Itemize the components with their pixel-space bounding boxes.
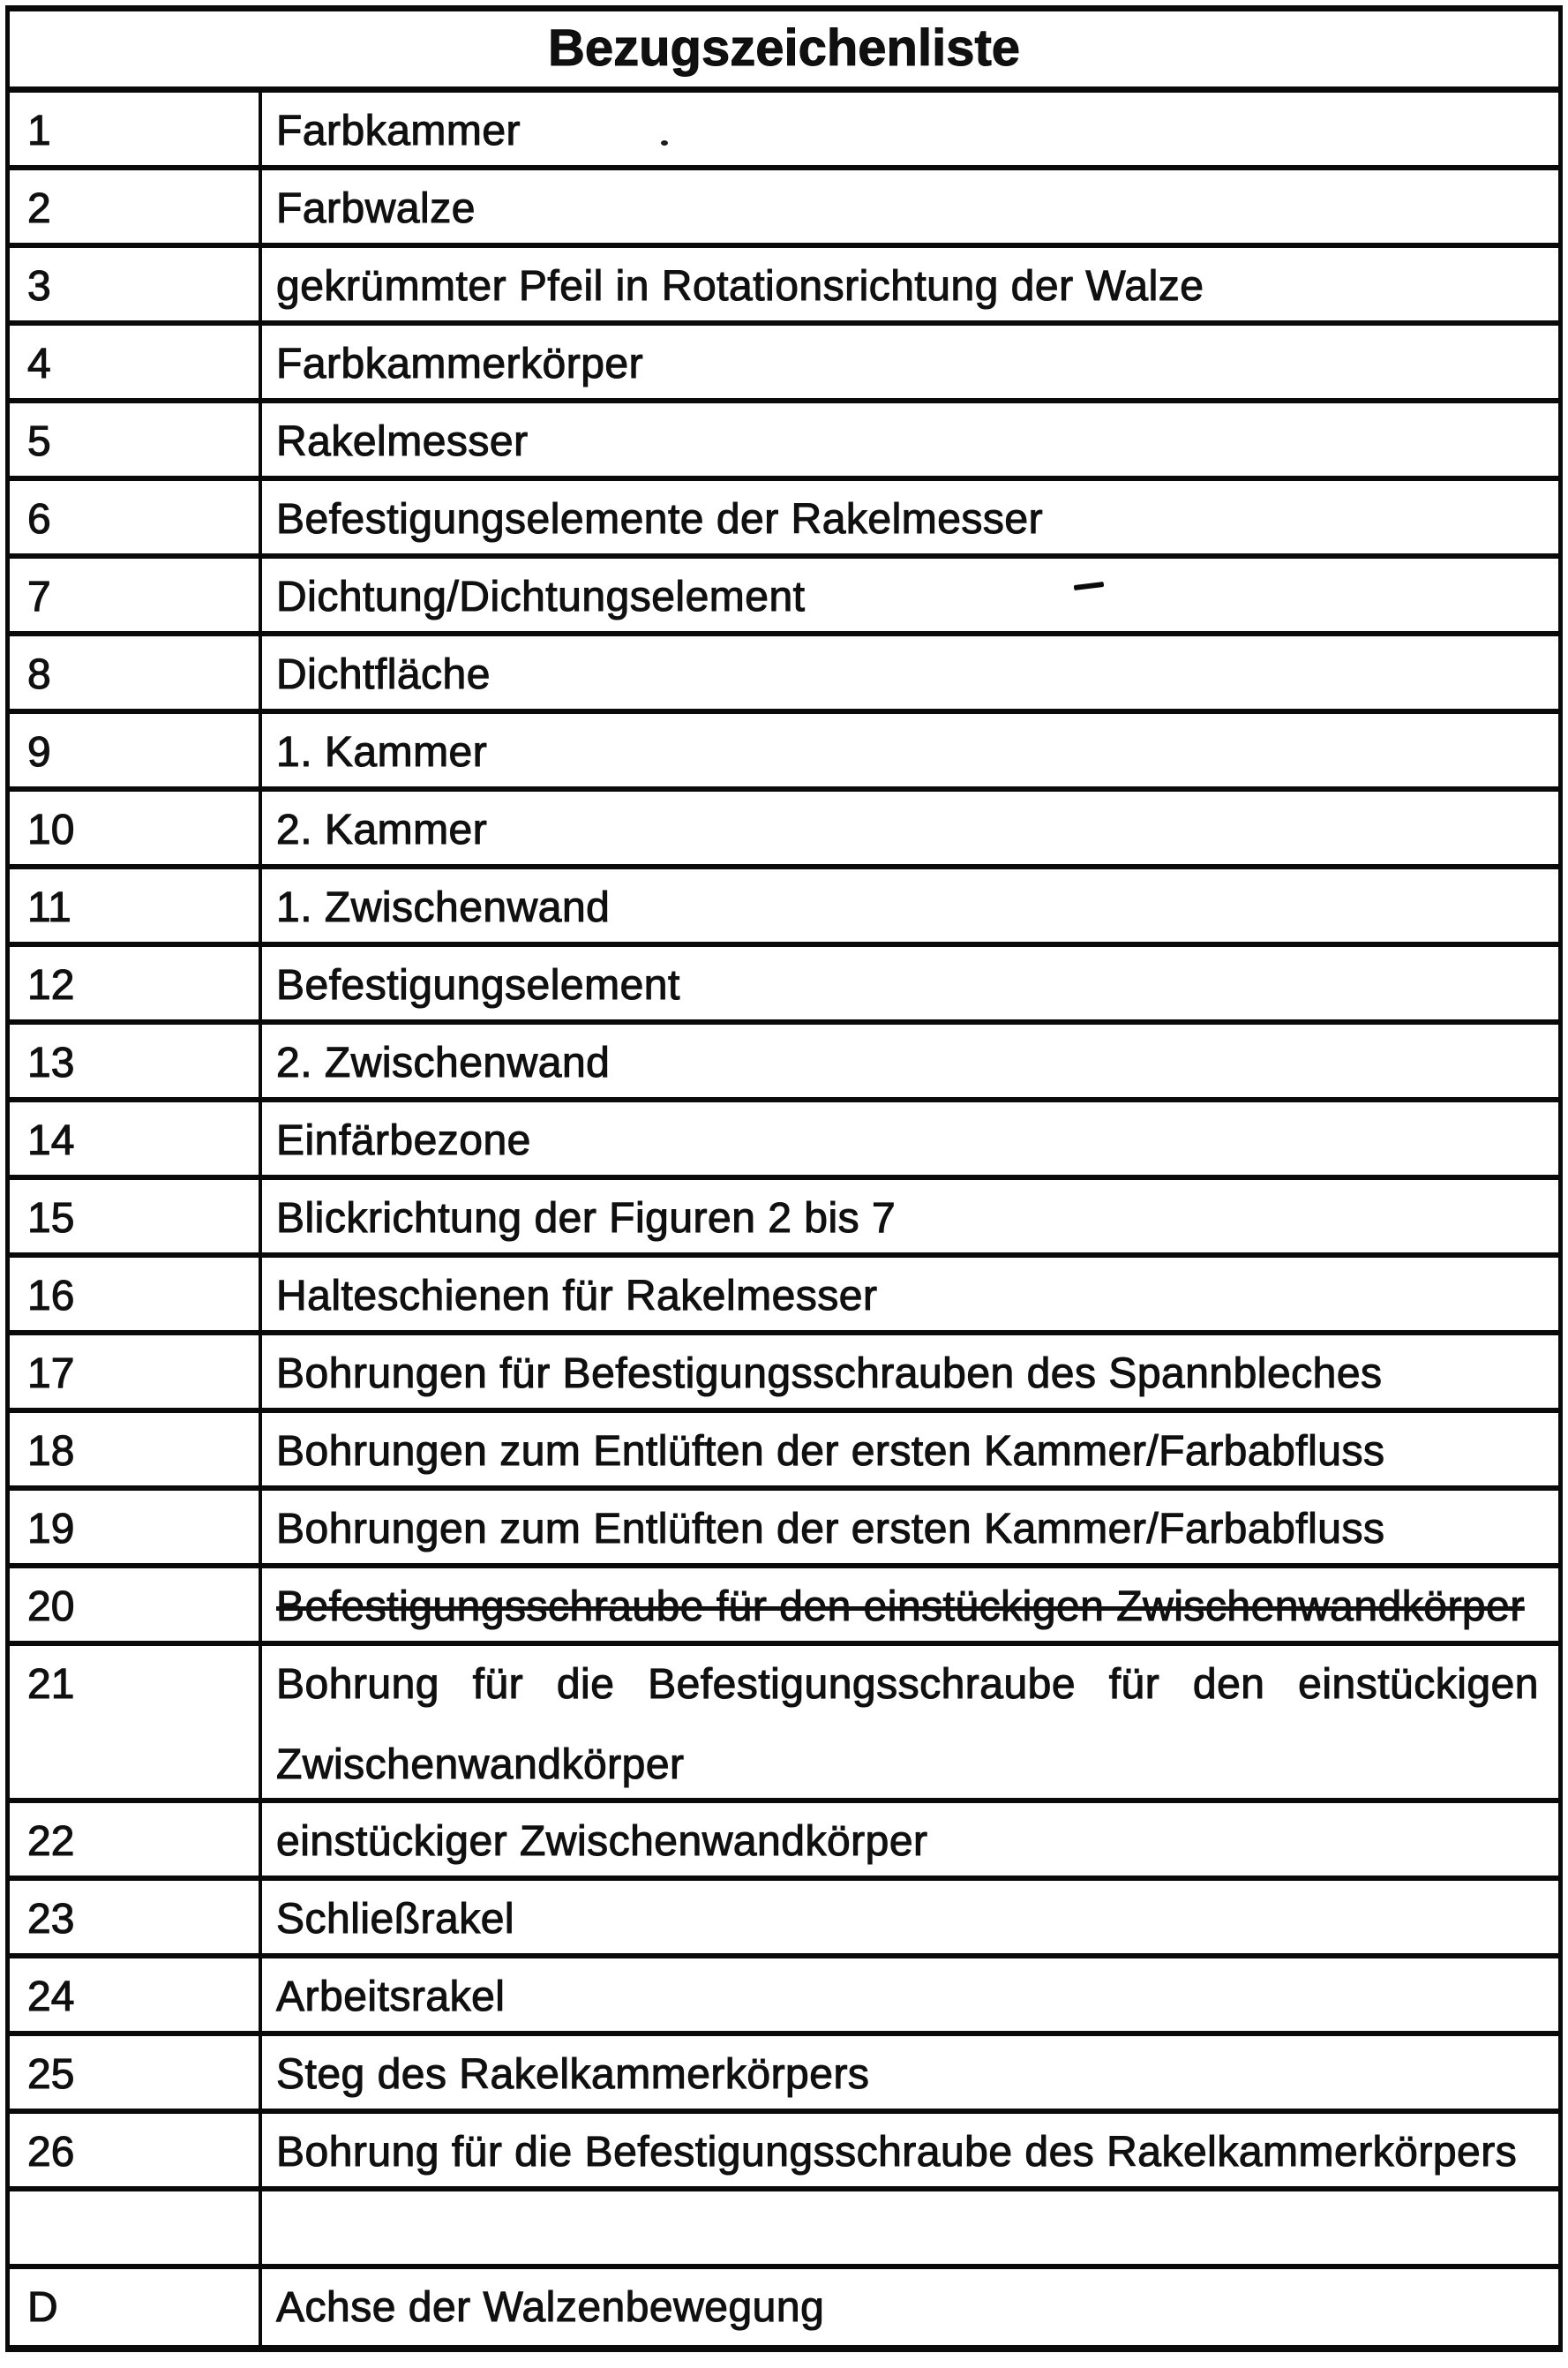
ref-label-strikethrough: Befestigungsschraube für den einstückigen Zwischenwandkörper bbox=[276, 1583, 1525, 1630]
table-row bbox=[10, 1413, 1558, 1491]
ref-label: Steg des Rakelkammerkörpers bbox=[276, 2051, 870, 2098]
table-row bbox=[10, 248, 1558, 326]
ref-number-cell: 9 bbox=[10, 714, 262, 786]
ref-label: gekrümmter Pfeil in Rotationsrichtung der Walze bbox=[276, 263, 1204, 310]
table-row bbox=[10, 947, 1558, 1025]
ref-number-cell: 19 bbox=[10, 1491, 262, 1563]
ref-label: 2. Zwischenwand bbox=[276, 1040, 611, 1086]
ref-label-cell bbox=[262, 93, 1558, 165]
ref-number-cell: 24 bbox=[10, 1958, 262, 2031]
scan-dot-artifact bbox=[661, 140, 668, 146]
ref-number-cell: 6 bbox=[10, 481, 262, 553]
ref-label: Halteschienen für Rakelmesser bbox=[276, 1273, 878, 1319]
ref-number-cell: 23 bbox=[10, 1881, 262, 1953]
ref-label-cell bbox=[262, 326, 1558, 398]
ref-label: Einfärbezone bbox=[276, 1117, 531, 1164]
ref-label-cell bbox=[262, 947, 1558, 1019]
ref-label-cell bbox=[262, 559, 1558, 631]
ref-label: Farbwalze bbox=[276, 185, 476, 232]
table-row bbox=[10, 93, 1558, 170]
table-row bbox=[10, 1025, 1558, 1102]
table-row bbox=[10, 869, 1558, 947]
ref-number-cell: 5 bbox=[10, 403, 262, 476]
ref-number-cell: 2 bbox=[10, 170, 262, 243]
ref-label: einstückiger Zwischenwandkörper bbox=[276, 1818, 928, 1865]
ref-number-cell: 7 bbox=[10, 559, 262, 631]
ref-number-cell: 4 bbox=[10, 326, 262, 398]
ref-label: Befestigungselement bbox=[276, 962, 680, 1009]
table-row bbox=[10, 1491, 1558, 1568]
ref-number-cell: 21 bbox=[10, 1646, 262, 1798]
table-row-struck bbox=[10, 1568, 1558, 1646]
ref-label-cell bbox=[262, 714, 1558, 786]
ref-label-cell bbox=[262, 403, 1558, 476]
ref-label: 1. Kammer bbox=[276, 729, 488, 776]
ref-label: 1. Zwischenwand bbox=[276, 884, 611, 931]
ref-label-cell bbox=[262, 2114, 1558, 2186]
table-row bbox=[10, 1958, 1558, 2036]
table-row bbox=[10, 326, 1558, 403]
ref-number-cell: 8 bbox=[10, 636, 262, 709]
table-row bbox=[10, 1803, 1558, 1881]
ref-number-cell: 3 bbox=[10, 248, 262, 320]
ref-label-cell bbox=[262, 1958, 1558, 2031]
ref-label-cell bbox=[262, 1102, 1558, 1175]
ref-label: Bohrungen zum Entlüften der ersten Kammer/Farbabfluss bbox=[276, 1428, 1385, 1475]
ref-label-cell bbox=[262, 481, 1558, 553]
ref-number-cell: 20 bbox=[10, 1568, 262, 1641]
ref-number-cell: 26 bbox=[10, 2114, 262, 2186]
ref-label: Bohrung für die Befestigungsschraube des Rakelkammerkörpers bbox=[276, 2129, 1518, 2176]
ref-number-cell: 11 bbox=[10, 869, 262, 942]
ref-label: Achse der Walzenbewegung bbox=[276, 2284, 825, 2331]
ref-number-cell: 16 bbox=[10, 1258, 262, 1330]
ref-label-cell bbox=[262, 1803, 1558, 1876]
ref-label-cell bbox=[262, 248, 1558, 320]
ref-label-cell bbox=[262, 1335, 1558, 1408]
ref-label: Farbkammerkörper bbox=[276, 341, 644, 387]
table-row bbox=[10, 481, 1558, 559]
table-row bbox=[10, 1258, 1558, 1335]
table-row bbox=[10, 1335, 1558, 1413]
ref-label: Farbkammer bbox=[276, 108, 521, 154]
ref-number-cell: 18 bbox=[10, 1413, 262, 1485]
ref-number-cell: 13 bbox=[10, 1025, 262, 1097]
ref-label: Dichtung/Dichtungselement bbox=[276, 574, 806, 620]
ref-label-line2: Zwischenwandkörper bbox=[276, 1741, 685, 1788]
ref-label-line1: Bohrung für die Befestigungsschraube für den einstückigen bbox=[276, 1661, 1539, 1708]
ref-label-cell bbox=[262, 1180, 1558, 1252]
ref-label-cell bbox=[262, 1568, 1558, 1641]
ref-number-cell: 14 bbox=[10, 1102, 262, 1175]
ref-number-cell bbox=[10, 2191, 262, 2264]
ref-label: Bohrungen für Befestigungsschrauben des Spannbleches bbox=[276, 1350, 1383, 1397]
ref-label-cell bbox=[262, 1025, 1558, 1097]
ref-number-cell: 17 bbox=[10, 1335, 262, 1408]
table-row bbox=[10, 2036, 1558, 2114]
table-row bbox=[10, 403, 1558, 481]
ref-label-cell bbox=[262, 2191, 1558, 2264]
table-row bbox=[10, 792, 1558, 869]
ref-label-cell bbox=[262, 1646, 1558, 1798]
ref-label-cell bbox=[262, 636, 1558, 709]
ref-number-cell: 15 bbox=[10, 1180, 262, 1252]
ref-label-cell bbox=[262, 1413, 1558, 1485]
reference-sign-table bbox=[5, 5, 1563, 2352]
ref-label-cell bbox=[262, 170, 1558, 243]
ref-label-cell bbox=[262, 2269, 1558, 2345]
ref-number-cell: 25 bbox=[10, 2036, 262, 2109]
table-row-two-line bbox=[10, 1646, 1558, 1803]
ref-label-cell bbox=[262, 792, 1558, 864]
table-row bbox=[10, 559, 1558, 636]
ref-number-cell: 10 bbox=[10, 792, 262, 864]
table-row bbox=[10, 2269, 1558, 2345]
page-title: Bezugszeichenliste bbox=[547, 19, 1021, 77]
ref-label: Rakelmesser bbox=[276, 418, 529, 465]
ref-label-cell bbox=[262, 1491, 1558, 1563]
table-row bbox=[10, 1180, 1558, 1258]
ref-number-cell: 12 bbox=[10, 947, 262, 1019]
table-row bbox=[10, 714, 1558, 792]
ref-number-cell: 1 bbox=[10, 93, 262, 165]
stray-dash-mark bbox=[1074, 582, 1104, 590]
ref-label: Bohrungen zum Entlüften der ersten Kammer/Farbabfluss bbox=[276, 1506, 1385, 1552]
ref-label: Befestigungselemente der Rakelmesser bbox=[276, 496, 1044, 543]
table-row bbox=[10, 2114, 1558, 2191]
table-row bbox=[10, 1102, 1558, 1180]
table-row bbox=[10, 170, 1558, 248]
ref-label-cell bbox=[262, 1258, 1558, 1330]
ref-label: Dichtfläche bbox=[276, 651, 491, 698]
ref-label-cell bbox=[262, 1881, 1558, 1953]
table-row bbox=[10, 1881, 1558, 1958]
table-row bbox=[10, 636, 1558, 714]
table-row-empty bbox=[10, 2191, 1558, 2269]
ref-number-cell: 22 bbox=[10, 1803, 262, 1876]
table-title-row bbox=[10, 11, 1558, 93]
ref-label-cell bbox=[262, 869, 1558, 942]
ref-label: 2. Kammer bbox=[276, 807, 488, 853]
ref-label: Arbeitsrakel bbox=[276, 1973, 506, 2020]
ref-label: Schließrakel bbox=[276, 1896, 515, 1943]
ref-number-cell: D bbox=[10, 2269, 262, 2345]
ref-label-cell bbox=[262, 2036, 1558, 2109]
ref-label: Blickrichtung der Figuren 2 bis 7 bbox=[276, 1195, 897, 1242]
